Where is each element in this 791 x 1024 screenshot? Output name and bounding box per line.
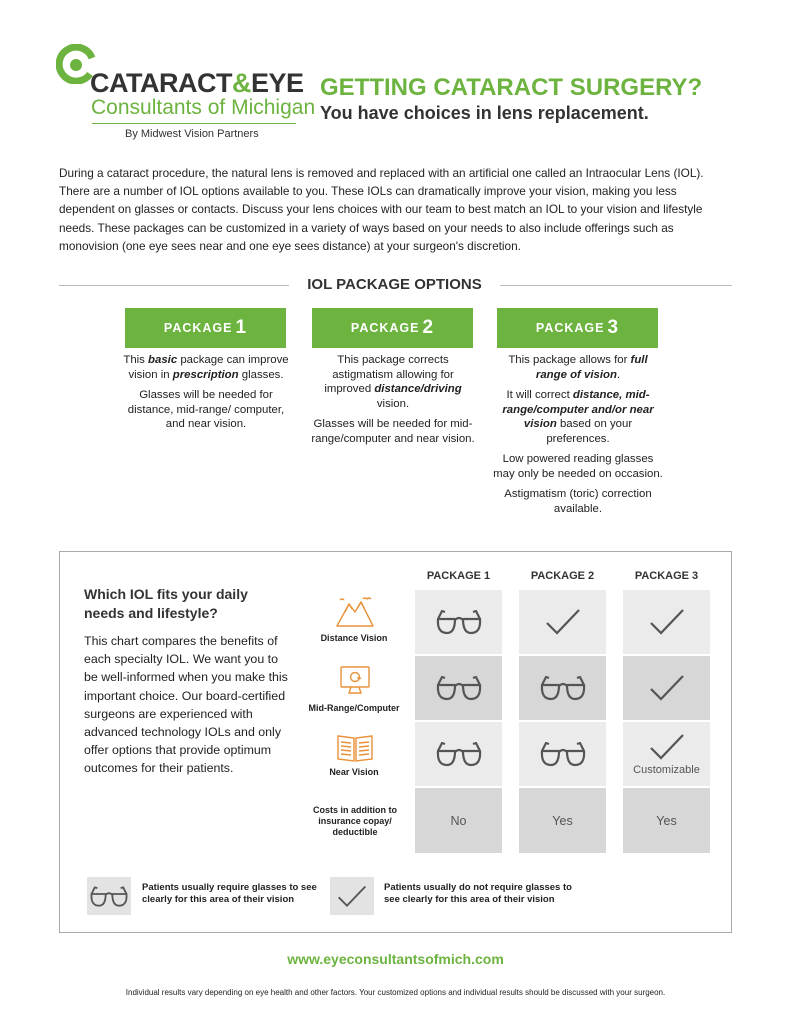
- column-header-package-2: PACKAGE 2: [530, 570, 595, 582]
- column-header-package-3: PACKAGE 3: [634, 570, 699, 582]
- glasses-icon: [539, 673, 587, 703]
- options-title: IOL PACKAGE OPTIONS: [307, 276, 482, 293]
- cell-midrange-package-3: [623, 656, 710, 720]
- glasses-icon: [435, 607, 483, 637]
- package-3-header: PACKAGE 3: [497, 308, 658, 348]
- check-icon: [543, 607, 583, 637]
- package-1-header: PACKAGE 1: [125, 308, 286, 348]
- cell-near-package-1: [415, 722, 502, 786]
- customizable-note: Customizable: [633, 764, 700, 776]
- logo-byline: By Midwest Vision Partners: [125, 128, 259, 140]
- check-icon: [647, 673, 687, 703]
- logo-subtitle: Consultants of Michigan: [91, 96, 316, 119]
- divider-right: [500, 285, 732, 286]
- logo-divider: [92, 123, 296, 124]
- check-icon: [335, 884, 369, 909]
- cell-midrange-package-1: [415, 656, 502, 720]
- computer-icon: [335, 664, 375, 698]
- website-link[interactable]: www.eyeconsultantsofmich.com: [287, 951, 504, 967]
- row-label-costs: Costs in addition to insurance copay/ deductible: [313, 805, 397, 837]
- logo-name: CATARACT&EYE: [90, 68, 304, 98]
- mountains-icon: [335, 594, 375, 628]
- disclaimer: Individual results vary depending on eye health and other factors. Your customized options and individual results should be discussed with your surgeon.: [125, 988, 666, 997]
- check-icon: [647, 732, 687, 762]
- glasses-icon: [435, 739, 483, 769]
- column-header-package-1: PACKAGE 1: [426, 570, 491, 582]
- row-label-distance: Distance Vision: [320, 633, 388, 643]
- cell-midrange-package-2: [519, 656, 606, 720]
- legend-glasses-swatch: [87, 877, 131, 915]
- legend-check-swatch: [330, 877, 374, 915]
- cell-near-package-3: [623, 722, 710, 786]
- comparison-question: Which IOL fits your daily needs and lifestyle?: [84, 586, 248, 621]
- package-2-header: PACKAGE 2: [312, 308, 473, 348]
- row-label-midrange: Mid-Range/Computer: [308, 703, 400, 713]
- check-icon: [647, 607, 687, 637]
- cell-near-package-2: [519, 722, 606, 786]
- cell-distance-package-3: [623, 590, 710, 654]
- package-1-description: This basic package can improve vision in prescription glasses. Glasses will be needed for distance, mid-range/ computer, and near vision.: [123, 354, 289, 430]
- page-headline: GETTING CATARACT SURGERY?: [320, 74, 703, 101]
- cell-costs-package-2: Yes: [519, 788, 606, 853]
- legend-glasses-text: Patients usually require glasses to see clearly for this area of their vision: [142, 882, 317, 905]
- comparison-paragraph: This chart compares the benefits of each specialty IOL. We want you to be well-informed when you make this important choice. Our board-certified surgeons are experienced with advanced technology IOLs and only offer options that provide optimum outcomes for their patients.: [84, 634, 288, 776]
- glasses-icon: [89, 884, 129, 909]
- cell-distance-package-1: [415, 590, 502, 654]
- cell-distance-package-2: [519, 590, 606, 654]
- glasses-icon: [539, 739, 587, 769]
- intro-paragraph: During a cataract procedure, the natural lens is removed and replaced with an artificial one called an Intraocular Lens (IOL). There are a number of IOL options available to you. These IOLs can dramatically improve your vision, making you less dependent on glasses or contacts. Discuss your lens choices with our team to best match an IOL to your vision and lifestyle needs. These packages can be customized in a variety of ways based on your needs to also include offerings such as monovision (one eye sees near and one eye sees distance) at your surgeon's discretion.: [59, 166, 704, 253]
- book-icon: [335, 731, 375, 765]
- cell-costs-package-3: Yes: [623, 788, 710, 853]
- package-3-description: This package allows for full range of vision. It will correct distance, mid-range/computer and/or near vision based on your preferences. Low powered reading glasses may only be needed on occasion. Astigmatism (toric) correction available.: [493, 354, 663, 515]
- row-label-near: Near Vision: [329, 767, 379, 777]
- divider-left: [59, 285, 289, 286]
- package-2-description: This package corrects astigmatism allowing for improved distance/driving vision. Glasses will be needed for mid-range/computer and near vision.: [311, 354, 475, 445]
- cell-costs-package-1: No: [415, 788, 502, 853]
- page-subheadline: You have choices in lens replacement.: [320, 103, 649, 123]
- glasses-icon: [435, 673, 483, 703]
- legend-check-text: Patients usually do not require glasses to see clearly for this area of their vision: [384, 882, 572, 905]
